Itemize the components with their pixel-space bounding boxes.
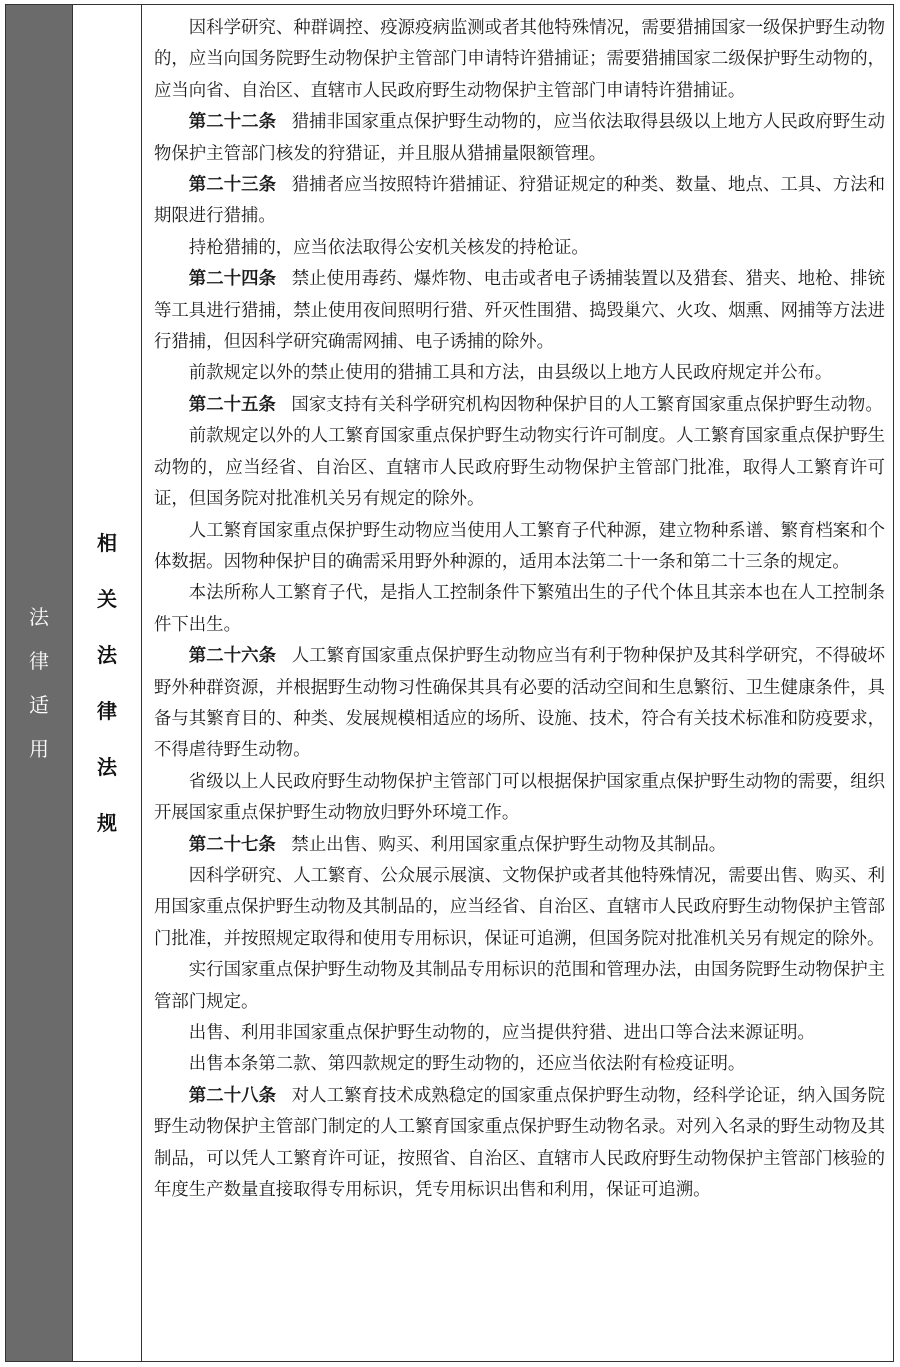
law-paragraph — [154, 107, 885, 170]
law-paragraph — [154, 516, 885, 579]
article-number: 第二十七条 — [188, 834, 276, 855]
paragraph-text: 猎捕者应当按照特许猎捕证、狩猎证规定的种类、数量、地点、工具、方法和期限进行猎捕。 — [154, 175, 885, 227]
subcategory-label: 相关法律法规 — [97, 531, 117, 835]
paragraph-text: 因科学研究、人工繁育、公众展示展演、文物保护或者其他特殊情况，需要出售、购买、利用国家重点保护野生动物及其制品的，应当经省、自治区、直辖市人民政府野生动物保护主管部门批准，并按照规定取得和使用专用标识，保证可追溯，但国务院对批准机关另有规定的除外。 — [154, 865, 885, 949]
law-paragraph — [154, 1081, 885, 1207]
paragraph-text: 本法所称人工繁育子代，是指人工控制条件下繁殖出生的子代个体且其亲本也在人工控制条件下出生。 — [154, 583, 885, 635]
paragraph-text: 禁止使用毒药、爆炸物、电击或者电子诱捕装置以及猎套、猎夹、地枪、排铳等工具进行猎捕，禁止使用夜间照明行猎、歼灭性围猎、捣毁巢穴、火攻、烟熏、网捕等方法进行猎捕，但因科学研究确需网捕、电子诱捕的除外。 — [154, 269, 885, 353]
law-paragraph — [154, 170, 885, 233]
paragraph-text: 人工繁育国家重点保护野生动物应当有利于物种保护及其科学研究，不得破坏野外种群资源，并根据野生动物习性确保其具有必要的活动空间和生息繁衍、卫生健康条件，具备与其繁育目的、种类、发展规模相适应的场所、设施、技术，符合有关技术标准和防疫要求，不得虐待野生动物。 — [154, 646, 885, 761]
law-paragraph — [154, 767, 885, 830]
paragraph-text: 前款规定以外的人工繁育国家重点保护野生动物实行许可制度。人工繁育国家重点保护野生动物的，应当经省、自治区、直辖市人民政府野生动物保护主管部门批准，取得人工繁育许可证，但国务院对批准机关另有规定的除外。 — [154, 426, 885, 510]
article-number: 第二十六条 — [188, 646, 277, 667]
law-paragraph — [154, 264, 885, 358]
paragraph-text: 前款规定以外的禁止使用的猎捕工具和方法，由县级以上地方人民政府规定并公布。 — [188, 363, 833, 384]
law-table — [5, 4, 894, 1362]
category-column — [6, 5, 73, 1361]
paragraph-text: 国家支持有关科学研究机构因物种保护目的人工繁育国家重点保护野生动物。 — [291, 394, 883, 415]
paragraph-text: 人工繁育国家重点保护野生动物应当使用人工繁育子代种源，建立物种系谱、繁育档案和个体数据。因物种保护目的确需采用野外种源的，适用本法第二十一条和第二十三条的规定。 — [154, 520, 885, 572]
law-paragraph — [154, 421, 885, 515]
law-paragraph — [154, 641, 885, 767]
paragraph-text: 出售、利用非国家重点保护野生动物的，应当提供狩猎、进出口等合法来源证明。 — [188, 1023, 815, 1043]
article-number: 第二十四条 — [188, 269, 277, 290]
law-paragraph — [154, 1049, 885, 1080]
law-paragraph — [154, 830, 885, 861]
law-paragraph — [154, 358, 885, 389]
law-paragraph — [154, 13, 885, 107]
paragraph-text: 猎捕非国家重点保护野生动物的，应当依法取得县级以上地方人民政府野生动物保护主管部门核发的狩猎证，并且服从猎捕量限额管理。 — [154, 112, 885, 164]
article-number: 第二十五条 — [188, 394, 276, 415]
paragraph-text: 省级以上人民政府野生动物保护主管部门可以根据保护国家重点保护野生动物的需要，组织开展国家重点保护野生动物放归野外环境工作。 — [154, 771, 885, 824]
law-paragraph — [154, 1018, 885, 1049]
paragraph-text: 出售本条第二款、第四款规定的野生动物的，还应当依法附有检疫证明。 — [188, 1054, 746, 1075]
subcategory-column — [73, 5, 142, 1361]
law-paragraph — [154, 578, 885, 641]
law-paragraph — [154, 861, 885, 955]
article-number: 第二十二条 — [188, 112, 277, 133]
paragraph-text: 禁止出售、购买、利用国家重点保护野生动物及其制品。 — [291, 834, 727, 855]
law-paragraph — [154, 390, 885, 421]
law-paragraph — [154, 955, 885, 1018]
law-paragraph — [154, 233, 885, 264]
article-number: 第二十八条 — [188, 1085, 277, 1106]
paragraph-text: 因科学研究、种群调控、疫源疫病监测或者其他特殊情况，需要猎捕国家一级保护野生动物的，应当向国务院野生动物保护主管部门申请特许猎捕证；需要猎捕国家二级保护野生动物的，应当向省、自治区、直辖市人民政府野生动物保护主管部门申请特许猎捕证。 — [154, 18, 885, 101]
paragraph-text: 持枪猎捕的，应当依法取得公安机关核发的持枪证。 — [188, 237, 589, 258]
paragraph-text: 对人工繁育技术成熟稳定的国家重点保护野生动物，经科学论证，纳入国务院野生动物保护主管部门制定的人工繁育国家重点保护野生动物名录。对列入名录的野生动物及其制品，可以凭人工繁育许可证，按照省、自治区、直辖市人民政府野生动物保护主管部门核验的年度生产数量直接取得专用标识，凭专用标识出售和利用，保证可追溯。 — [154, 1085, 885, 1201]
law-text-body — [142, 5, 893, 1361]
paragraph-text: 实行国家重点保护野生动物及其制品专用标识的范围和管理办法，由国务院野生动物保护主管部门规定。 — [154, 960, 885, 1012]
article-number: 第二十三条 — [188, 175, 277, 196]
category-label: 法律适用 — [29, 605, 49, 761]
